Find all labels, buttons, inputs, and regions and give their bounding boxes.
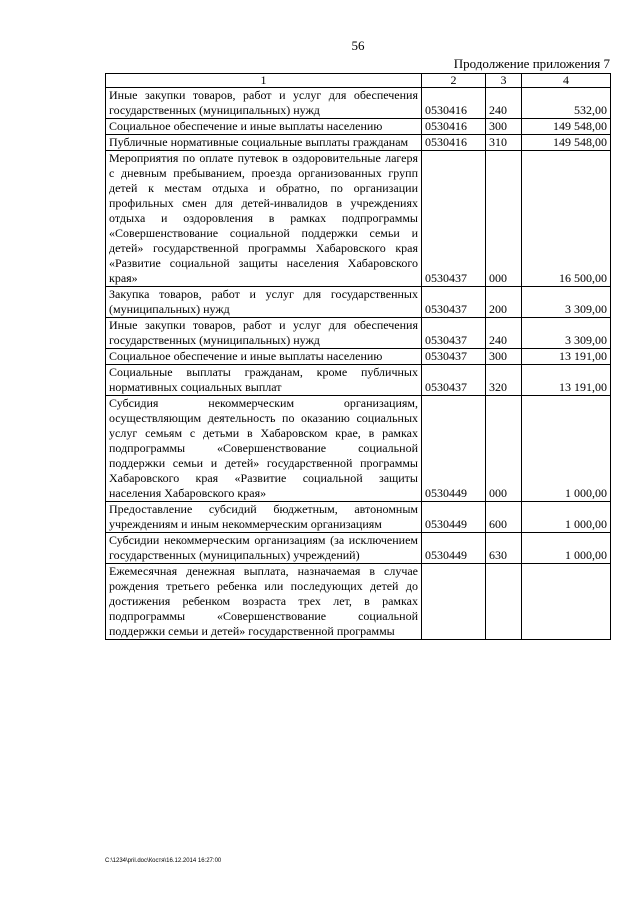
- row-expense-type: 200: [486, 287, 522, 318]
- row-description: Социальные выплаты гражданам, кроме публичных нормативных социальных выплат: [106, 365, 422, 396]
- table-row: [106, 151, 611, 287]
- page-number: 56: [351, 38, 365, 53]
- row-amount: 3 309,00: [522, 287, 611, 318]
- row-target-code: 0530449: [422, 502, 486, 533]
- row-target-code: 0530437: [422, 349, 486, 365]
- row-description: Мероприятия по оплате путевок в оздоровительные лагеря с дневным пребыванием, проезда организованных групп детей к местам отдыха и обратно, по организации профильных смен для детей-инвалидов в учреждениях отдыха и оздоровления в рамках подпрограммы «Совершенствование социальной поддержки семьи и детей» государственной программы Хабаровского края «Развитие социальной защиты населения Хабаровского края»: [106, 151, 422, 287]
- row-expense-type: 240: [486, 88, 522, 119]
- row-target-code: 0530437: [422, 318, 486, 349]
- row-target-code: 0530416: [422, 135, 486, 151]
- table-row: [106, 318, 611, 349]
- row-description: Иные закупки товаров, работ и услуг для обеспечения государственных (муниципальных) нужд: [106, 318, 422, 349]
- row-target-code: 0530437: [422, 365, 486, 396]
- row-expense-type: 000: [486, 396, 522, 502]
- row-description: Публичные нормативные социальные выплаты гражданам: [106, 135, 422, 151]
- continuation-label: Продолжение приложения 7: [453, 56, 610, 71]
- row-expense-type: 300: [486, 349, 522, 365]
- table-row: [106, 287, 611, 318]
- row-description: Предоставление субсидий бюджетным, автономным учреждениям и иным некоммерческим организациям: [106, 502, 422, 533]
- row-description: Закупка товаров, работ и услуг для государственных (муниципальных) нужд: [106, 287, 422, 318]
- row-target-code: 0530416: [422, 88, 486, 119]
- row-amount: 1 000,00: [522, 502, 611, 533]
- table-row: [106, 564, 611, 640]
- table-row: [106, 502, 611, 533]
- row-expense-type: [486, 564, 522, 640]
- table-row: [106, 396, 611, 502]
- table-row: [106, 88, 611, 119]
- row-amount: 13 191,00: [522, 365, 611, 396]
- header-col-2: 2: [422, 74, 486, 88]
- row-description: Ежемесячная денежная выплата, назначаемая в случае рождения третьего ребенка или последующих детей до достижения ребенком возраста трех лет, в рамках подпрограммы «Совершенствование социальной поддержки семьи и детей» государственной программы: [106, 564, 422, 640]
- row-expense-type: 320: [486, 365, 522, 396]
- budget-table: [105, 73, 611, 640]
- row-amount: 16 500,00: [522, 151, 611, 287]
- row-description: Субсидия некоммерческим организациям, осуществляющим деятельность по оказанию социальных услуг семьям с детьми в Хабаровском крае, в рамках подпрограммы «Совершенствование социальной поддержки семьи и детей» государственной программы Хабаровского края «Развитие социальной защиты населения Хабаровского края»: [106, 396, 422, 502]
- table-row: [106, 135, 611, 151]
- row-target-code: 0530416: [422, 119, 486, 135]
- row-expense-type: 240: [486, 318, 522, 349]
- row-amount: 149 548,00: [522, 119, 611, 135]
- row-expense-type: 630: [486, 533, 522, 564]
- header-col-4: 4: [522, 74, 611, 88]
- row-description: Социальное обеспечение и иные выплаты населению: [106, 119, 422, 135]
- header-col-1: 1: [106, 74, 422, 88]
- row-expense-type: 600: [486, 502, 522, 533]
- header-row: [106, 74, 611, 88]
- row-description: Социальное обеспечение и иные выплаты населению: [106, 349, 422, 365]
- row-description: Субсидии некоммерческим организациям (за исключением государственных (муниципальных) учреждений): [106, 533, 422, 564]
- table-row: [106, 365, 611, 396]
- row-expense-type: 000: [486, 151, 522, 287]
- row-amount: 3 309,00: [522, 318, 611, 349]
- table-row: [106, 533, 611, 564]
- header-col-3: 3: [486, 74, 522, 88]
- row-amount: 149 548,00: [522, 135, 611, 151]
- row-target-code: 0530437: [422, 287, 486, 318]
- row-expense-type: 300: [486, 119, 522, 135]
- row-description: Иные закупки товаров, работ и услуг для обеспечения государственных (муниципальных) нужд: [106, 88, 422, 119]
- row-amount: [522, 564, 611, 640]
- row-expense-type: 310: [486, 135, 522, 151]
- row-amount: 532,00: [522, 88, 611, 119]
- row-target-code: 0530449: [422, 533, 486, 564]
- row-target-code: [422, 564, 486, 640]
- row-amount: 1 000,00: [522, 533, 611, 564]
- row-target-code: 0530449: [422, 396, 486, 502]
- table-row: [106, 119, 611, 135]
- file-path-footer: C:\1234\pril.doc\Костя\16.12.2014 16:27:00: [105, 858, 222, 864]
- row-target-code: 0530437: [422, 151, 486, 287]
- row-amount: 13 191,00: [522, 349, 611, 365]
- table-row: [106, 349, 611, 365]
- row-amount: 1 000,00: [522, 396, 611, 502]
